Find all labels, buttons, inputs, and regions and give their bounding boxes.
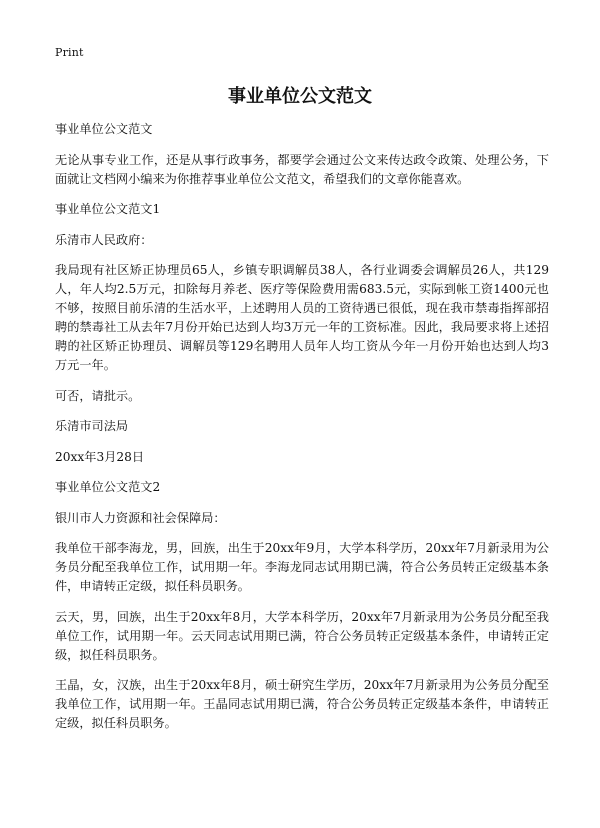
sample-1-request: 可否，请批示。 (55, 388, 141, 403)
intro-paragraph: 无论从事专业工作，还是从事行政事务，都要学会通过公文来传达政令政策、处理公务，下面就让文档网小编来为你推荐事业单位公文范文，希望我们的文章你能喜欢。 (55, 152, 549, 186)
sample-1-body: 我局现有社区矫正协理员65人，乡镇专职调解员38人，各行业调委会调解员26人，共129人，年人均2.5万元，扣除每月养老、医疗等保险费用需683.5元，实际到帐工资1400元也不够，按照目前乐清的生活水平，上述聘用人员的工资待遇已很低，现在我市禁毒指挥部招聘的禁毒社工从去年7月份开始已达到人均3万元一年的工资标准。因此，我局要求将上述招聘的社区矫正协理员、调解员等129名聘用人员年人均工资从今年一月份开始也达到人均3万元一年。 (55, 263, 549, 372)
sample-2-paragraph-2: 云天，男，回族，出生于20xx年8月，大学本科学历，20xx年7月新录用为公务员分配至我单位工作，试用期一年。云天同志试用期已满，符合公务员转正定级基本条件，申请转正定级，拟任科员职务。 (55, 609, 549, 662)
sample-2-paragraph-1: 我单位干部李海龙，男，回族，出生于20xx年9月，大学本科学历，20xx年7月新录用为公务员分配至我单位工作，试用期一年。李海龙同志试用期已满，符合公务员转正定级基本条件，申请转正定级，拟任科员职务。 (55, 541, 549, 593)
sample-2-addressee: 银川市人力资源和社会保障局： (55, 510, 226, 525)
print-label[interactable]: Print (55, 46, 84, 59)
section-heading: 事业单位公文范文 (55, 122, 153, 136)
document-title: 事业单位公文范文 (228, 86, 372, 107)
sample-1-signature: 乐清市司法局 (55, 419, 129, 433)
sample-2-paragraph-3: 王晶，女，汉族，出生于20xx年8月，硕士研究生学历，20xx年7月新录用为公务员分配至我单位工作，试用期一年。王晶同志试用期已满，符合公务员转正定级基本条件，申请转正定级，拟任科员职务。 (55, 678, 549, 730)
sample-1-addressee: 乐清市人民政府： (55, 232, 153, 247)
sample-2-heading: 事业单位公文范文2 (55, 480, 161, 494)
document-body (55, 120, 549, 745)
sample-1-date: 20xx年3月28日 (55, 449, 145, 464)
sample-1-heading: 事业单位公文范文1 (55, 202, 161, 216)
